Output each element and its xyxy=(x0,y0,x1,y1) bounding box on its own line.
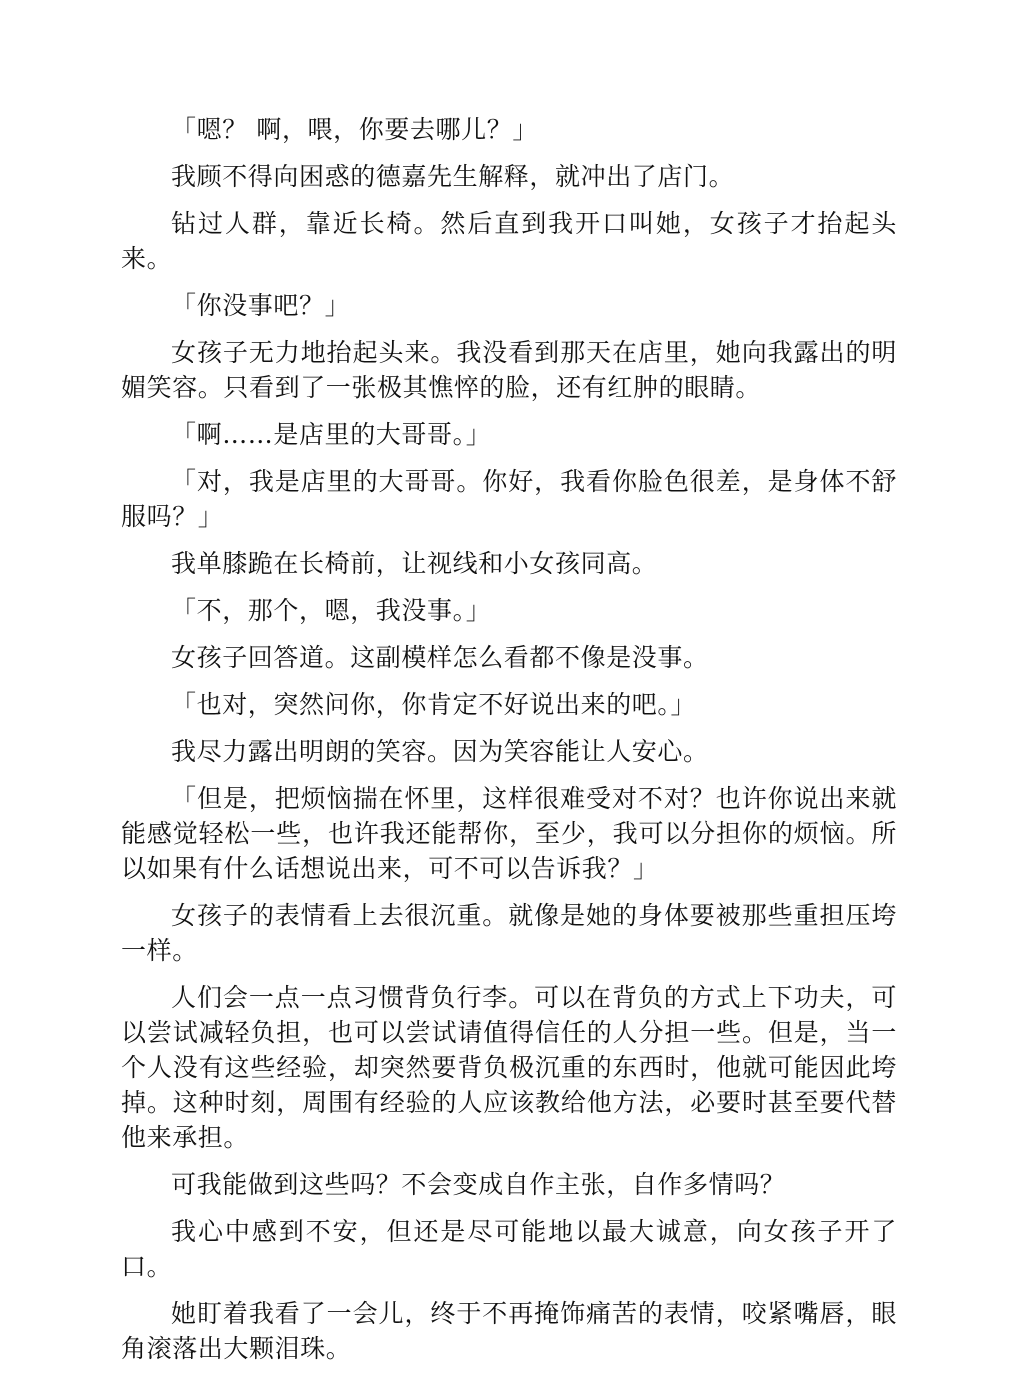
document-page xyxy=(121,112,897,1378)
paragraph: 她盯着我看了一会儿，终于不再掩饰痛苦的表情，咬紧嘴唇，眼角滚落出大颗泪珠。 xyxy=(121,1299,897,1363)
paragraph: 「也对，突然问你，你肯定不好说出来的吧。」 xyxy=(171,690,697,719)
paragraph: 我单膝跪在长椅前，让视线和小女孩同高。 xyxy=(171,549,658,578)
paragraph: 「啊……是店里的大哥哥。」 xyxy=(171,420,492,449)
paragraph: 我心中感到不安，但还是尽可能地以最大诚意，向女孩子开了口。 xyxy=(121,1217,897,1281)
paragraph: 钻过人群，靠近长椅。然后直到我开口叫她，女孩子才抬起头来。 xyxy=(121,209,897,273)
paragraph: 「但是，把烦恼揣在怀里，这样很难受对不对？也许你说出来就能感觉轻松一些，也许我还能帮你，至少，我可以分担你的烦恼。所以如果有什么话想说出来，可不可以告诉我？」 xyxy=(121,784,897,883)
paragraph: 可我能做到这些吗？不会变成自作主张，自作多情吗？ xyxy=(171,1170,786,1199)
paragraph: 女孩子的表情看上去很沉重。就像是她的身体要被那些重担压垮一样。 xyxy=(121,901,897,965)
paragraph: 「你没事吧？」 xyxy=(171,291,351,320)
paragraph: 我顾不得向困惑的德嘉先生解释，就冲出了店门。 xyxy=(171,162,735,191)
paragraph: 「对，我是店里的大哥哥。你好，我看你脸色很差，是身体不舒服吗？」 xyxy=(121,467,897,531)
paragraph: 「嗯？ 啊，喂，你要去哪儿？」 xyxy=(171,115,538,144)
paragraph: 「不，那个，嗯，我没事。」 xyxy=(171,596,492,625)
paragraph: 人们会一点一点习惯背负行李。可以在背负的方式上下功夫，可以尝试减轻负担，也可以尝试请值得信任的人分担一些。但是，当一个人没有这些经验，却突然要背负极沉重的东西时，他就可能因此垮掉。这种时刻，周围有经验的人应该教给他方法，必要时甚至要代替他来承担。 xyxy=(121,983,897,1152)
paragraph: 我尽力露出明朗的笑容。因为笑容能让人安心。 xyxy=(171,737,709,766)
paragraph: 女孩子回答道。这副模样怎么看都不像是没事。 xyxy=(171,643,709,672)
paragraph: 女孩子无力地抬起头来。我没看到那天在店里，她向我露出的明媚笑容。只看到了一张极其憔悴的脸，还有红肿的眼睛。 xyxy=(121,338,897,402)
